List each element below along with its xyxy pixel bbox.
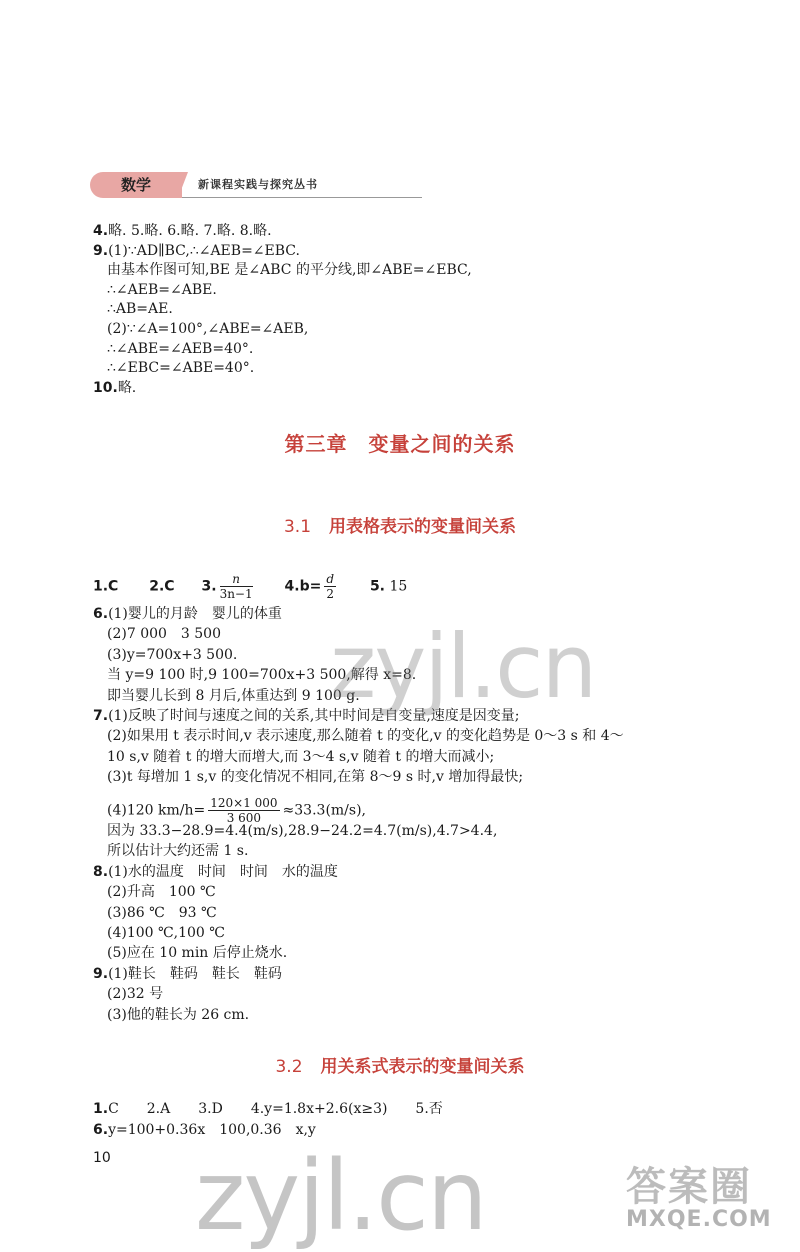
answer-line [107, 625, 221, 643]
answer-line [107, 842, 248, 860]
page-header [90, 172, 350, 198]
answer-line [93, 605, 282, 623]
answer-line [93, 1121, 316, 1139]
section-number: 3.1 [283, 517, 312, 537]
page-number: 10 [93, 1150, 111, 1166]
q7-4-suffix: ≈33.3(m/s), [282, 802, 366, 819]
answer-line [93, 965, 282, 983]
answer-line [107, 883, 216, 901]
section-3-1-heading [0, 512, 800, 537]
answer-text: 10 s,v 随着 t 的增大而增大,而 3～4 s,v 随着 t 的增大而减小; [107, 748, 495, 765]
question-number: 10. [93, 379, 118, 396]
answer-line [107, 727, 624, 745]
answer-text: ∴∠AEB=∠ABE. [107, 281, 217, 298]
answer-line [93, 242, 300, 260]
q7-4-line [107, 796, 366, 825]
q7-4-prefix: (4)120 km/h= [107, 802, 206, 819]
answer-line [107, 748, 494, 766]
question-number: 7. [93, 708, 109, 724]
answer-line [107, 646, 237, 664]
answer-text: (1)鞋长 鞋码 鞋长 鞋码 [108, 965, 282, 982]
answer-line [107, 340, 253, 358]
question-number: 4. [93, 223, 109, 239]
answer-2: 2.C [149, 578, 175, 595]
section-3-2-heading [0, 1052, 800, 1077]
answer-line [107, 261, 472, 279]
answer-text: 略. [117, 379, 137, 396]
s1-q1-5-answers [93, 572, 407, 601]
answer-text: 所以估计大约还需 1 s. [107, 843, 249, 860]
answer-line [107, 359, 254, 377]
fraction-3 [220, 572, 253, 601]
answer-line [107, 924, 225, 942]
answer-text: (1)∵AD∥BC,∴∠AEB=∠EBC. [108, 242, 300, 259]
answer-line [107, 300, 173, 318]
answer-line [93, 222, 272, 240]
answer-text: ∴∠ABE=∠AEB=40°. [107, 340, 254, 357]
section-title: 用关系式表示的变量间关系 [320, 1057, 525, 1077]
question-number: 1. [93, 1101, 109, 1117]
answer-text: (3)y=700x+3 500. [107, 646, 238, 663]
answer-text: 即当婴儿长到 8 月后,体重达到 9 100 g. [107, 687, 360, 704]
answer-line [107, 944, 287, 962]
question-number: 6. [93, 1122, 109, 1138]
answer-text: y=100+0.36x 100,0.36 x,y [108, 1122, 316, 1138]
answer-text: (5)应在 10 min 后停止烧水. [107, 945, 288, 962]
answer-line [93, 1100, 443, 1118]
answer-line [107, 822, 497, 840]
answer-line [107, 281, 217, 299]
section-title: 用表格表示的变量间关系 [329, 517, 517, 537]
answer-text: (4)100 ℃,100 ℃ [107, 925, 225, 941]
answer-text: (2)32 号 [107, 986, 164, 1003]
answer-text: ∴∠EBC=∠ABE=40°. [107, 360, 255, 377]
watermark-bottom: zyjl.cn [195, 1140, 486, 1252]
fraction-4-denominator: 2 [326, 587, 334, 601]
answer-line [107, 768, 523, 786]
logo-url: MXQE.COM [626, 1207, 772, 1232]
answer-3-label: 3. [201, 578, 217, 595]
answer-text: (1)水的温度 时间 时间 水的温度 [108, 863, 338, 880]
question-number: 8. [93, 863, 109, 880]
watermark-logo [620, 1155, 785, 1241]
answer-1: 1.C [93, 578, 119, 595]
answer-text: 由基本作图可知,BE 是∠ABC 的平分线,即∠ABE=∠EBC, [107, 262, 472, 279]
answer-text: (2)如果用 t 表示时间,v 表示速度,那么随着 t 的变化,v 的变化趋势是 0～3 s 和 4～ [107, 728, 624, 745]
subject-tab-corner [178, 172, 188, 198]
chapter-title: 第三章 变量之间的关系 [284, 432, 516, 456]
question-number: 9. [93, 965, 109, 982]
answer-text: 因为 33.3−28.9=4.4(m/s),28.9−24.2=4.7(m/s),4.7>4.4, [107, 823, 498, 839]
section-number: 3.2 [275, 1057, 303, 1077]
fraction-3-numerator: n [220, 572, 253, 587]
watermark-mid: zyjl.cn [330, 615, 596, 718]
header-rule [182, 197, 422, 198]
series-title: 新课程实践与探究丛书 [198, 178, 318, 191]
answer-text: C 2.A 3.D 4.y=1.8x+2.6(x≥3) 5.否 [108, 1101, 443, 1117]
answer-text: (2)7 000 3 500 [107, 626, 221, 643]
answer-line [107, 687, 360, 705]
question-number: 9. [93, 242, 109, 259]
fraction-4-numerator: d [326, 572, 335, 586]
answer-4-label: 4.b= [284, 578, 322, 595]
answer-line [107, 1006, 249, 1024]
answer-text: 略. 5.略. 6.略. 7.略. 8.略. [108, 223, 272, 239]
subject-tab: 数学 [90, 172, 182, 198]
answer-text: (3)t 每增加 1 s,v 的变化情况不相同,在第 8～9 s 时,v 增加得最快; [107, 769, 524, 786]
answer-text: ∴AB=AE. [107, 301, 173, 318]
fraction-3-denominator: 3n−1 [219, 587, 253, 601]
question-number: 6. [93, 606, 109, 622]
answer-line [107, 320, 308, 338]
answer-text: (3)他的鞋长为 26 cm. [107, 1006, 250, 1023]
logo-text: 答案圈 [626, 1164, 752, 1210]
answer-line [93, 863, 338, 881]
answer-5-value: 15 [389, 578, 408, 595]
answer-5-label: 5. [369, 578, 385, 595]
answer-text: (1)婴儿的月龄 婴儿的体重 [108, 606, 282, 622]
answer-line [107, 904, 217, 922]
q7-4-numerator: 120×1 000 [210, 796, 278, 810]
q7-4-denominator: 3 600 [226, 811, 262, 825]
fraction-4 [324, 572, 336, 601]
answer-text: (2)∵∠A=100°,∠ABE=∠AEB, [107, 321, 309, 337]
answer-line [107, 985, 163, 1003]
answer-text: (1)反映了时间与速度之间的关系,其中时间是自变量,速度是因变量; [108, 708, 520, 724]
q7-4-fraction [208, 796, 279, 825]
answer-text: (2)升高 100 ℃ [107, 884, 216, 901]
answer-text: 当 y=9 100 时,9 100=700x+3 500,解得 x=8. [107, 667, 417, 684]
answer-text: (3)86 ℃ 93 ℃ [107, 904, 217, 921]
answer-line [93, 379, 136, 397]
